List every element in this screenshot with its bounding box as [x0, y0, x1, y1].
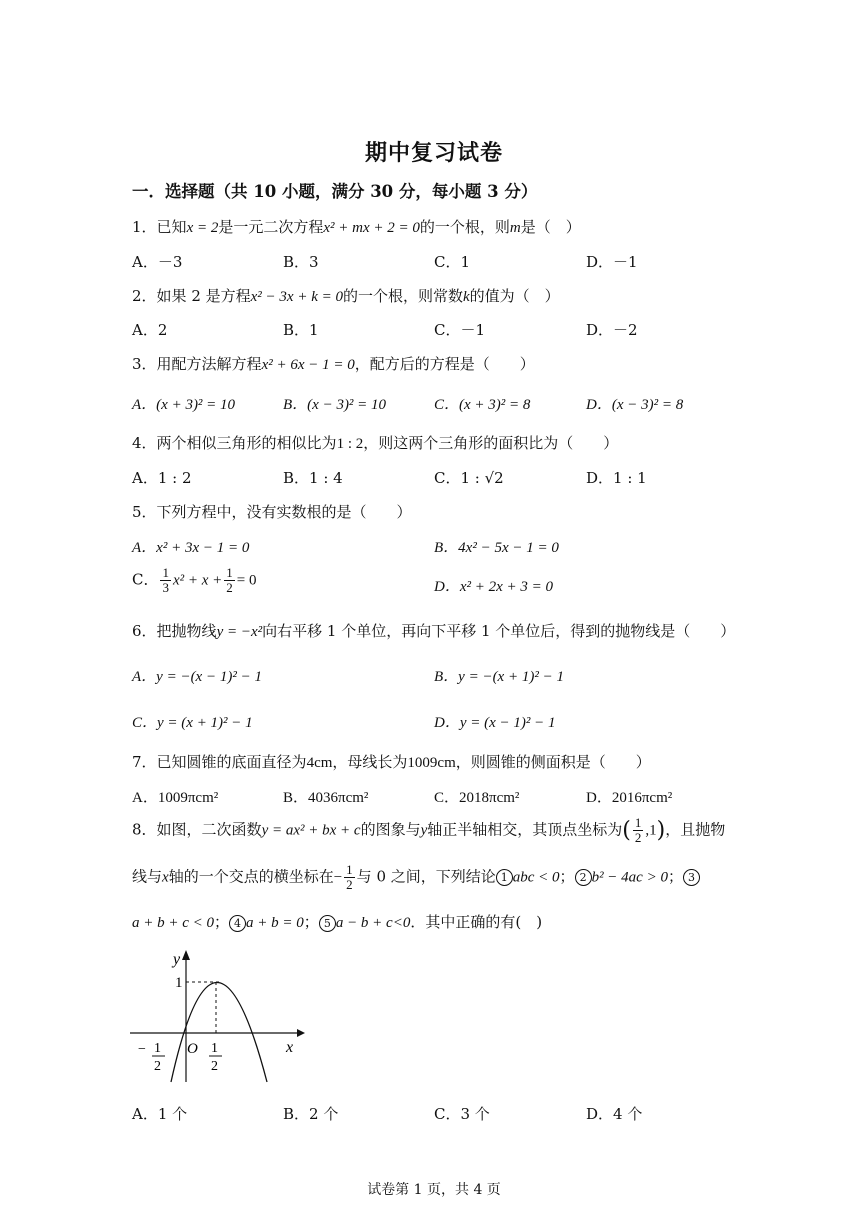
question-text: 与 0 之间，下列结论: [356, 867, 496, 886]
question-number: 3．: [132, 355, 157, 373]
separator: ；: [559, 867, 575, 886]
q2-option-a[interactable]: A．2: [132, 321, 168, 339]
circled-number: 3: [683, 869, 700, 886]
fraction-denominator: 2: [346, 877, 353, 892]
y-axis-arrow: [182, 950, 190, 960]
q4-option-d[interactable]: D．1 : 1: [586, 469, 647, 487]
right-paren: ): [656, 818, 666, 843]
x-tick-neg-half-numerator: 1: [154, 1041, 161, 1056]
q3-option-a[interactable]: A．(x + 3)² = 10: [132, 397, 236, 413]
fraction-numerator: 1: [346, 862, 353, 877]
q7-option-d[interactable]: D．2016πcm²: [586, 790, 673, 806]
math-expr: m: [509, 220, 521, 236]
q7-option-c[interactable]: C．2018πcm²: [434, 790, 520, 806]
question-number: 6．: [132, 622, 157, 640]
q1-option-a[interactable]: A．－3: [132, 253, 183, 271]
question-text: 两个相似三角形的相似比为: [156, 434, 337, 452]
question-text: 下列方程中，没有实数根的是（ ）: [156, 503, 412, 521]
question-number: 4．: [132, 434, 157, 452]
question-text: 的一个根，则常数: [342, 287, 463, 305]
separator: ；: [667, 867, 683, 886]
math-expr: abc < 0: [512, 869, 560, 886]
question-text: ，则圆锥的侧面积是（ ）: [455, 753, 651, 771]
parabola-figure: [125, 944, 315, 1084]
x-tick-half-numerator: 1: [211, 1041, 218, 1056]
question-text: 的图象与: [360, 820, 421, 839]
math-expr: 1 : 2: [336, 436, 364, 452]
q2-option-d[interactable]: D．－2: [586, 321, 638, 339]
math-expr: 4cm: [306, 755, 333, 771]
question-text: 如图，二次函数: [156, 820, 262, 839]
q6-option-d[interactable]: D．y = (x − 1)² − 1: [434, 715, 556, 731]
math-expr: x² + x +: [172, 572, 223, 589]
question-text: 是一元二次方程: [218, 218, 324, 236]
q4-option-c[interactable]: C．1 : √2: [434, 469, 504, 487]
math-expr: a + b = 0: [246, 915, 304, 931]
question-text: 轴正半轴相交，其顶点坐标为: [427, 820, 623, 839]
fraction-numerator: 1: [162, 565, 169, 580]
page-footer: 试卷第 1 页，共 4 页: [367, 1182, 501, 1198]
fraction-numerator: 1: [226, 565, 233, 580]
question-3: [132, 353, 535, 374]
question-8-line-3: [132, 911, 542, 932]
section-heading: 一．选择题（共 10 小题，满分 30 分，每小题 3 分）: [132, 182, 538, 201]
question-number: 2．: [132, 287, 157, 305]
circled-number: 4: [229, 915, 246, 932]
question-text: 把抛物线: [156, 622, 217, 640]
q8-option-c[interactable]: C．3 个: [434, 1105, 490, 1123]
fraction: [224, 566, 235, 595]
q6-option-c[interactable]: C．y = (x + 1)² − 1: [132, 715, 253, 731]
question-text: 的一个根，则: [419, 218, 510, 236]
question-text: 用配方法解方程: [156, 355, 262, 373]
q7-option-b[interactable]: B．4036πcm²: [283, 790, 369, 806]
math-expr: x² − 3x + k = 0: [250, 289, 343, 305]
left-paren: (: [622, 818, 631, 843]
fraction: [160, 566, 171, 595]
separator: ；: [214, 913, 230, 931]
math-expr: = 0: [236, 572, 257, 589]
question-8-line-2: [132, 863, 700, 892]
x-tick-neg-half-minus: −: [138, 1042, 146, 1057]
question-number: 5．: [132, 503, 157, 521]
question-text: ，且抛物: [665, 820, 726, 839]
q3-option-b[interactable]: B．(x − 3)² = 10: [283, 397, 387, 413]
q4-option-b[interactable]: B．1 : 4: [283, 469, 343, 487]
fraction-denominator: 3: [162, 580, 169, 595]
question-text: 已知: [156, 218, 187, 236]
question-number: 7．: [132, 753, 157, 771]
q3-option-d[interactable]: D．(x − 3)² = 8: [586, 397, 684, 413]
math-expr: b² − 4ac > 0: [591, 869, 668, 886]
circled-number: 5: [319, 915, 336, 932]
q7-option-a[interactable]: A．1009πcm²: [132, 790, 219, 806]
q2-option-c[interactable]: C．－1: [434, 321, 486, 339]
question-7: [132, 751, 651, 772]
question-text: 向右平移 1 个单位，再向下平移 1 个单位后，得到的抛物线是（ ）: [262, 622, 736, 640]
question-5: [132, 501, 412, 522]
question-text: 已知圆锥的底面直径为: [156, 753, 307, 771]
fraction: [344, 863, 355, 892]
x-axis-label: x: [286, 1039, 294, 1056]
fraction-denominator: 2: [226, 580, 233, 595]
q8-option-a[interactable]: A．1 个: [132, 1105, 188, 1123]
question-4: [132, 432, 618, 453]
question-text: ．其中正确的有( ): [410, 913, 543, 931]
x-axis-arrow: [297, 1029, 305, 1037]
question-text: 轴的一个交点的横坐标在: [168, 867, 334, 886]
math-expr: k: [463, 289, 470, 305]
q2-option-b[interactable]: B．1: [283, 321, 319, 339]
question-text: ，配方后的方程是（ ）: [354, 355, 535, 373]
q1-option-c[interactable]: C．1: [434, 253, 471, 271]
page-title: 期中复习试卷: [364, 140, 503, 166]
q5-option-a[interactable]: A．x² + 3x − 1 = 0: [132, 540, 250, 556]
question-1: [132, 216, 581, 237]
math-expr: x² + mx + 2 = 0: [323, 220, 420, 236]
q6-option-b[interactable]: B．y = −(x + 1)² − 1: [434, 669, 564, 685]
math-expr: x = 2: [186, 220, 219, 236]
math-expr: y = ax² + bx + c: [261, 822, 361, 839]
circled-number: 1: [496, 869, 513, 886]
question-text: 的值为（ ）: [469, 287, 560, 305]
option-label: C．: [132, 570, 159, 589]
q5-option-c[interactable]: [132, 566, 257, 595]
q4-option-a[interactable]: A．1 : 2: [132, 469, 192, 487]
parabola-curve: [171, 983, 267, 1083]
question-number: 8．: [132, 820, 157, 839]
question-2: [132, 285, 560, 306]
q1-option-b[interactable]: B．3: [283, 253, 319, 271]
fraction-numerator: 1: [634, 815, 642, 830]
math-expr: x: [162, 869, 169, 886]
math-expr: y: [420, 822, 428, 839]
q8-option-b[interactable]: B．2 个: [283, 1105, 339, 1123]
q5-option-d[interactable]: D．x² + 2x + 3 = 0: [434, 579, 554, 595]
math-expr: ,1: [645, 822, 657, 839]
circled-number: 2: [575, 869, 592, 886]
math-expr: x² + 6x − 1 = 0: [261, 357, 355, 373]
question-text: 是（ ）: [520, 218, 581, 236]
q5-option-b[interactable]: B．4x² − 5x − 1 = 0: [434, 540, 559, 556]
q6-option-a[interactable]: A．y = −(x − 1)² − 1: [132, 669, 262, 685]
fraction-denominator: 2: [634, 830, 642, 845]
question-text: 如果 2 是方程: [156, 287, 251, 305]
x-tick-half-denominator: 2: [211, 1059, 218, 1074]
y-tick-1: 1: [175, 975, 183, 991]
math-expr: y = −x²: [216, 624, 263, 640]
question-text: ，母线长为: [332, 753, 408, 771]
x-tick-neg-half-denominator: 2: [154, 1059, 161, 1074]
q8-option-d[interactable]: D．4 个: [586, 1105, 643, 1123]
minus-sign: −: [333, 869, 343, 886]
math-expr: a + b + c < 0: [132, 915, 215, 931]
question-text: 线与: [132, 867, 163, 886]
question-text: ，则这两个三角形的面积比为（ ）: [363, 434, 619, 452]
y-axis-label: y: [173, 951, 181, 968]
math-expr: a − b + c<0: [335, 915, 411, 931]
math-expr: 1009cm: [407, 755, 456, 771]
q1-option-d[interactable]: D．－1: [586, 253, 638, 271]
q3-option-c[interactable]: C．(x + 3)² = 8: [434, 397, 531, 413]
question-6: [132, 620, 735, 641]
question-8-line-1: [132, 816, 725, 845]
origin-label: O: [187, 1041, 198, 1057]
fraction: [633, 816, 644, 845]
separator: ；: [303, 913, 319, 931]
question-number: 1．: [132, 218, 157, 236]
